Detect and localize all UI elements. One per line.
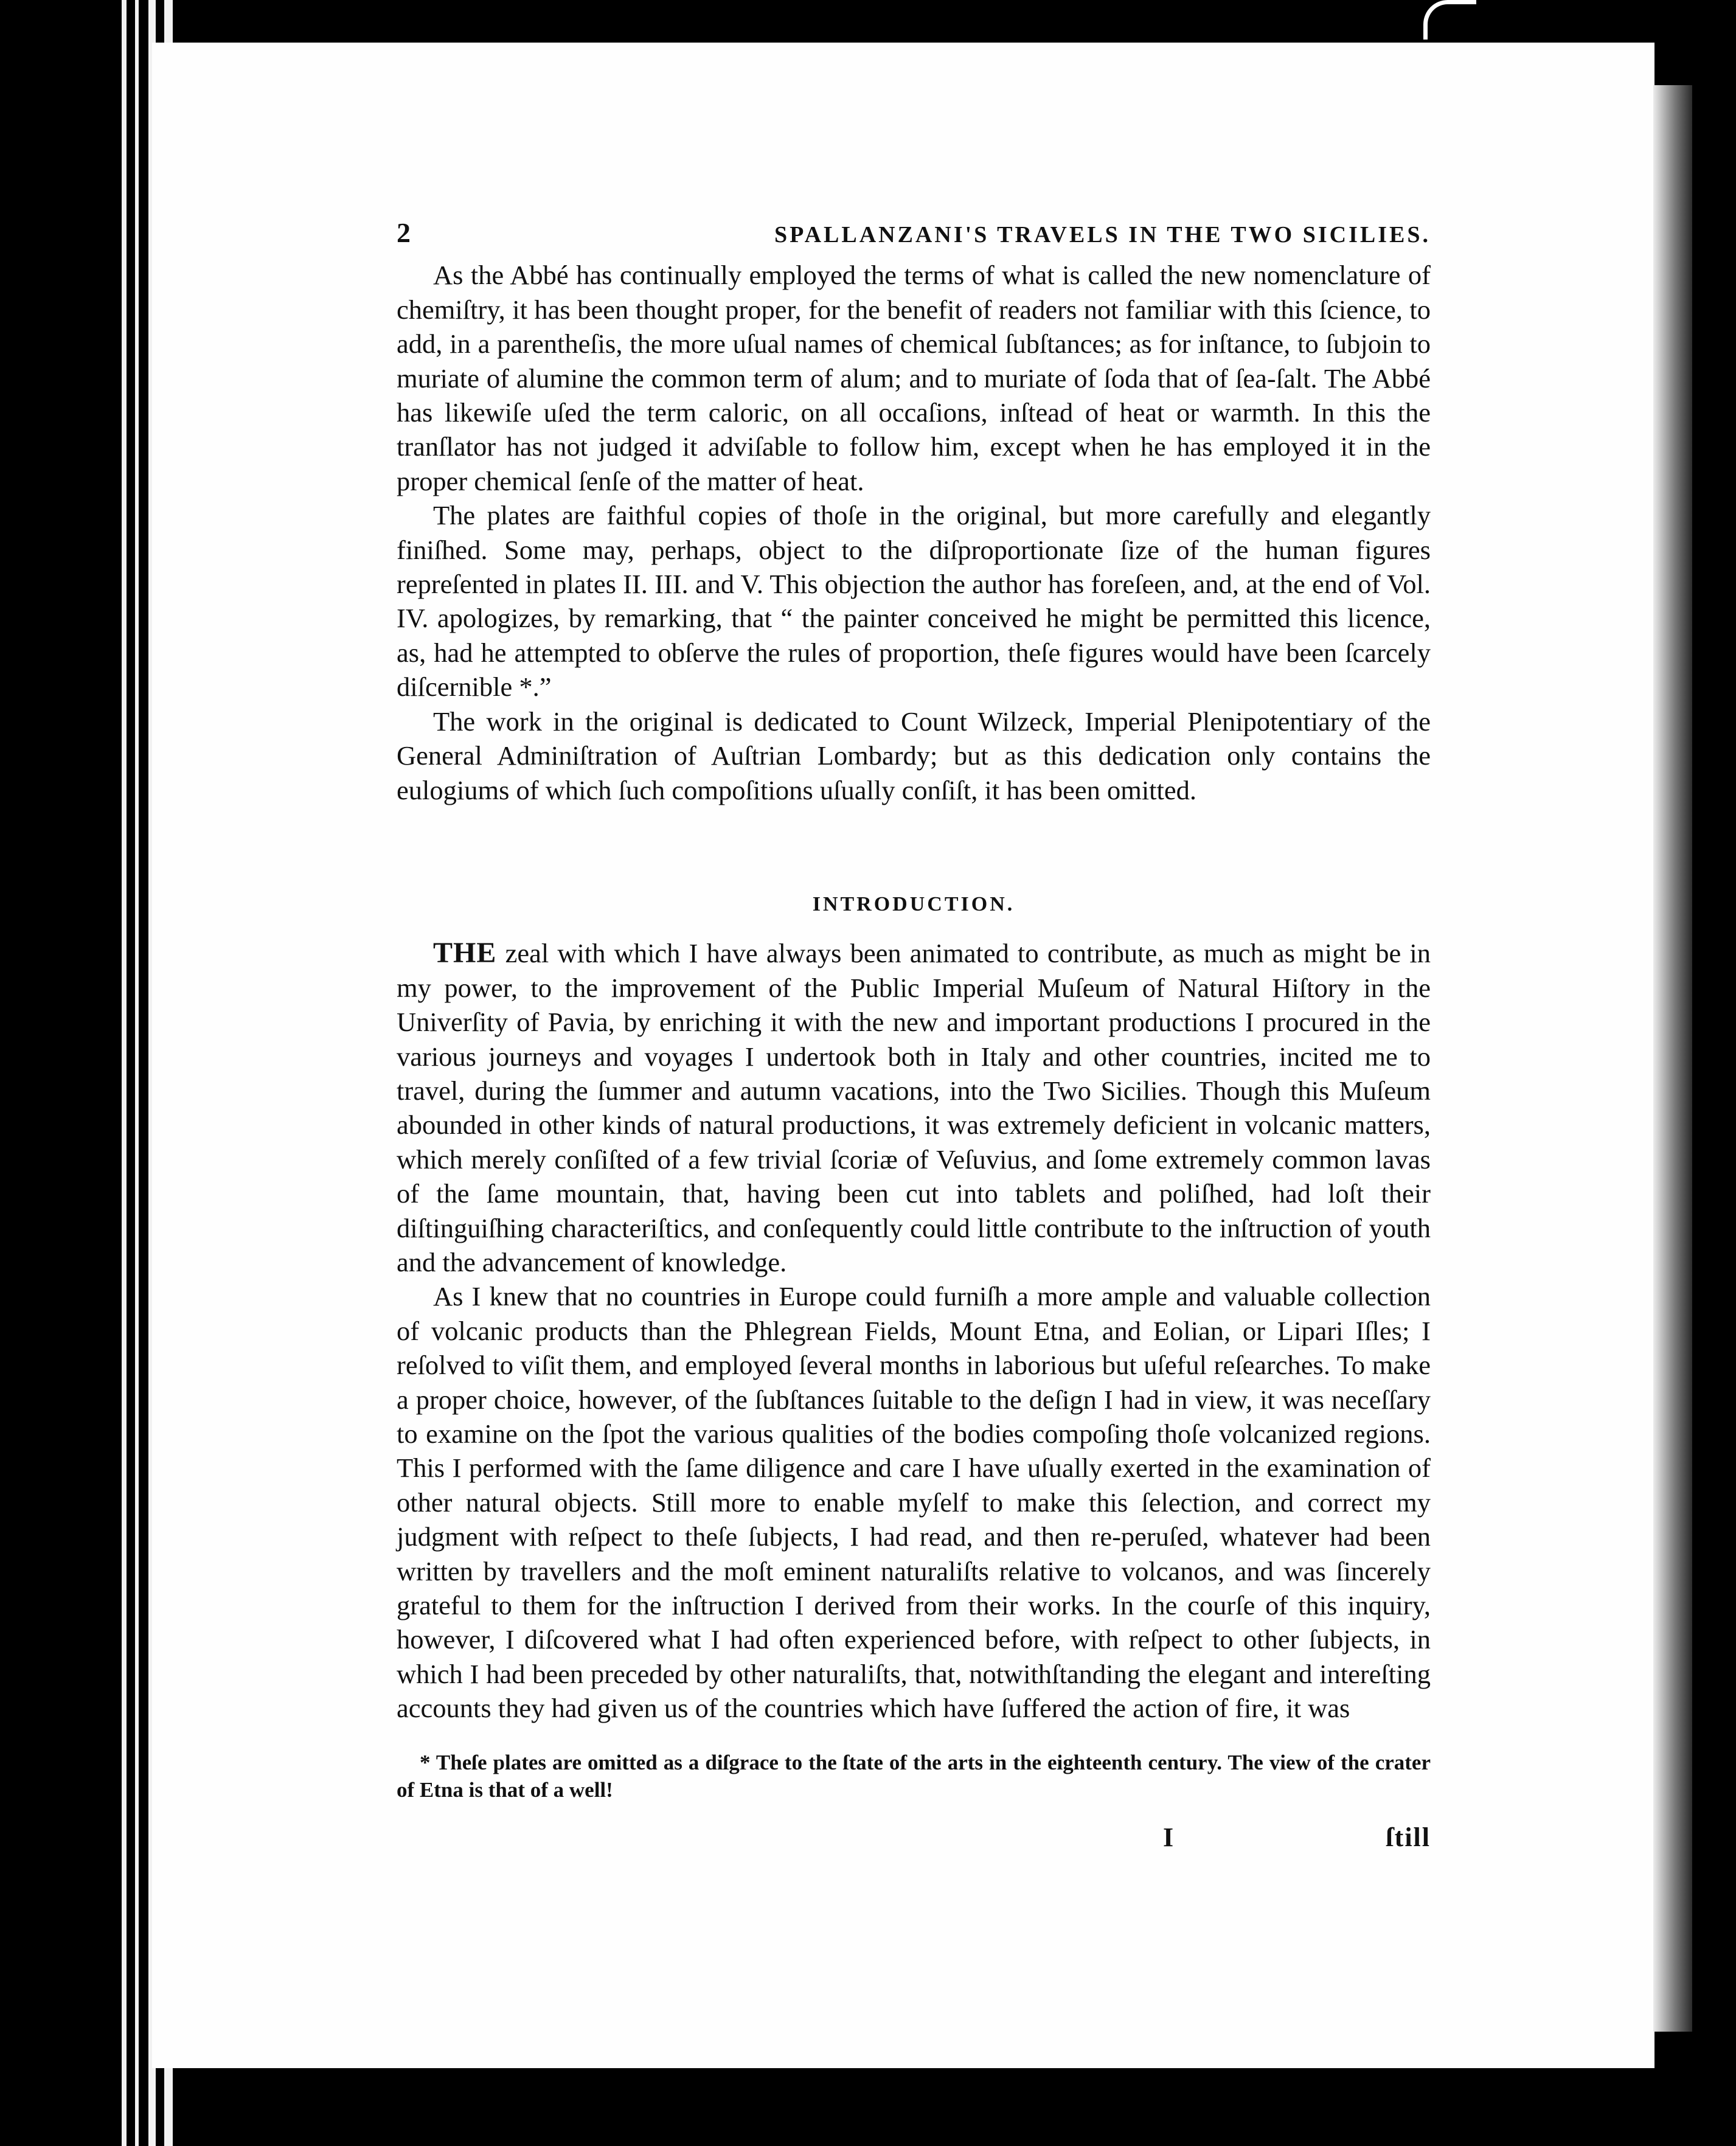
binding-edge [135, 0, 139, 2146]
signature-mark: I [1163, 1822, 1174, 1852]
intro-paragraph-text: zeal with which I have always been animated to contribute, as much as might be in my power, to the improvement of the Public Imperial Muſeum of Natural Hiſtory in the Univerſity of Pavia, by enriching it with the new and important productions I procured in the various journeys and voyages I undertook both in Italy and other countries, incited me to travel, during the ſummer and autumn vacations, into the Two Sicilies. Though this Muſeum abounded in other kinds of natural productions, it was extremely deficient in volcanic matters, which merely conſiſted of a few trivial ſcoriæ of Veſuvius, and ſome extremely common lavas of the ſame mountain, that, having been cut into tablets and poliſhed, had loſt their diſtinguiſhing characteriſtics, and conſequently could little contribute to the inſtruction of youth and the advancement of knowledge. [397, 938, 1431, 1277]
intro-paragraph [397, 936, 1431, 1279]
intro-paragraph: As I knew that no countries in Europe could furniſh a more ample and valuable collection of volcanic products than the Phlegrean Fields, Mount Etna, and Eolian, or Lipari Iſles; I reſolved to viſit them, and employed ſeveral months in laborious but uſeful reſearches. To make a proper choice, however, of the ſubſtances ſuitable to the deſign I had in view, it was neceſſary to examine on the ſpot the various qualities of the bodies compoſing thoſe volcanized regions. This I performed with the ſame diligence and care I have uſually exerted in the examination of other natural objects. Still more to enable myſelf to make this ſelection, and correct my judgment with reſpect to theſe ſubjects, I had read, and then re-peruſed, whatever had been written by travellers and the moſt eminent naturaliſts relative to volcanos, and was ſincerely grateful to them for the inſtruction I derived from their works. In the courſe of this inquiry, however, I diſcovered what I had often experienced before, with reſpect to other ſubjects, in which I had been preceded by other naturaliſts, that, notwithſtanding the elegant and intereſting accounts they had given us of the countries which have ſuffered the action of fire, it was [397, 1281, 1431, 1724]
page-fore-edge [1653, 85, 1692, 2032]
running-title: SPALLANZANI'S TRAVELS IN THE TWO SICILIES. [774, 222, 1431, 248]
preface-paragraph: The plates are faithful copies of thoſe in the original, but more carefully and elegantly finiſhed. Some may, perhaps, object to the diſproportionate ſize of the human figures repreſented in plates II. III. and V. This objection the author has foreſeen, and, at the end of Vol. IV. apologizes, by remarking, that “ the painter conceived he might be permitted this licence, as, had he attempted to obſerve the rules of proportion, theſe figures would have been ſcarcely diſcernible *.” [397, 500, 1431, 703]
running-header [397, 216, 1431, 252]
preface-paragraph: The work in the original is dedicated to Count Wilzeck, Imperial Plenipotentiary of the General Adminiſtration of Auſtrian Lombardy; but as this dedication only contains the eulogiums of which ſuch compoſitions uſually conſiſt, it has been omitted. [397, 706, 1431, 805]
binding-edge [122, 0, 127, 2146]
footnote: * Theſe plates are omitted as a diſgrace to the ſtate of the arts in the eighteenth century. The view of the crater of Etna is that of a well! [397, 1750, 1431, 1802]
scan-corner-mark [1423, 0, 1476, 40]
section-title: INTRODUCTION. [812, 892, 1015, 915]
preface-paragraph: As the Abbé has continually employed the terms of what is called the new nomenclature of chemiſtry, it has been thought proper, for the benefit of readers not familiar with this ſcience, to add, in a parentheſis, the more uſual names of chemical ſubſtances; as for inſtance, to ſubjoin to muriate of alumine the common term of alum; and to muriate of ſoda that of ſea-ſalt. The Abbé has likewiſe uſed the term caloric, on all occaſions, inſtead of heat or warmth. In this the tranſlator has not judged it adviſable to follow him, except when he has employed it in the proper chemical ſenſe of the matter of heat. [397, 260, 1431, 496]
page-number: 2 [397, 217, 411, 248]
page-foot [397, 1821, 1431, 1855]
intro-first-word: THE [433, 937, 497, 970]
catchword: ſtill [1386, 1822, 1431, 1852]
page-text-block [397, 216, 1431, 1855]
